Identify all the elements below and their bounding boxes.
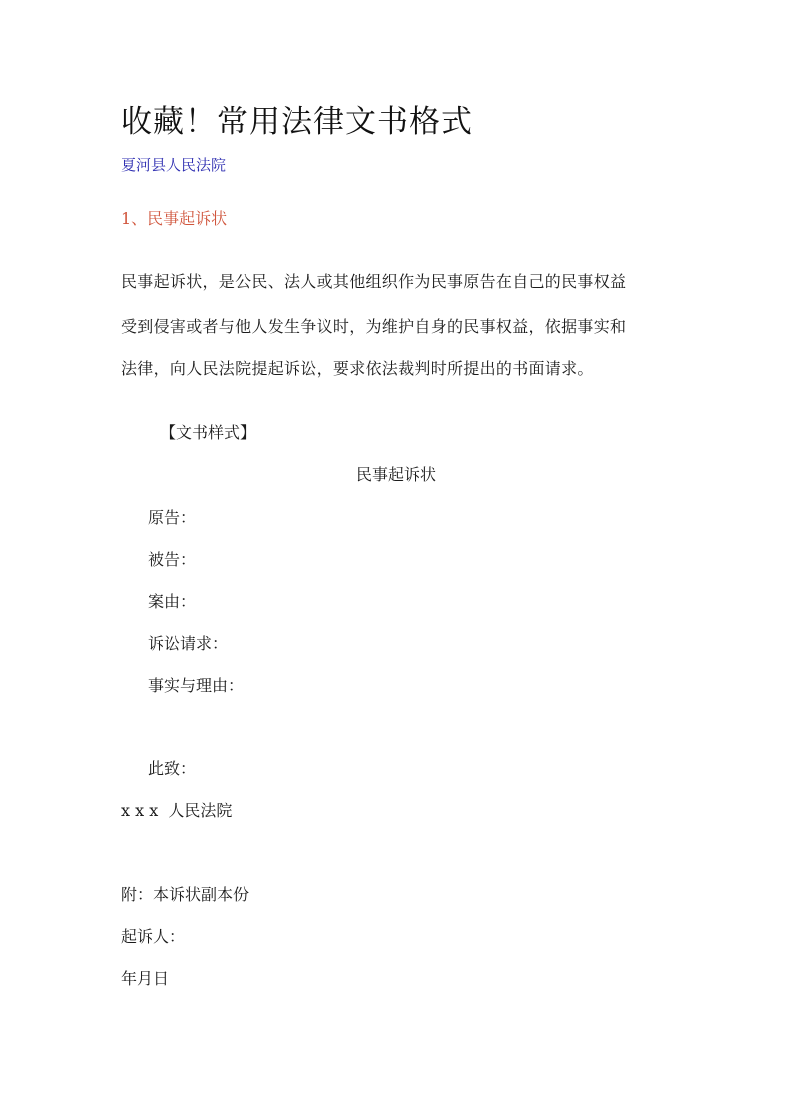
court-name: x x x 人民法院 bbox=[121, 801, 233, 820]
section-heading: 1、民事起诉状 bbox=[121, 209, 228, 228]
attachment-note: 附：本诉状副本份 bbox=[121, 885, 250, 904]
intro-line-1: 民事起诉状，是公民、法人或其他组织作为民事原告在自己的民事权益 bbox=[121, 272, 627, 291]
template-label: 【文书样式】 bbox=[160, 423, 257, 442]
intro-line-3: 法律，向人民法院提起诉讼，要求依法裁判时所提出的书面请求。 bbox=[121, 359, 594, 378]
field-facts: 事实与理由： bbox=[148, 676, 245, 695]
page-title: 收藏！常用法律文书格式 bbox=[121, 104, 473, 140]
field-cause: 案由： bbox=[148, 592, 197, 611]
doc-title: 民事起诉状 bbox=[356, 465, 437, 484]
date-label: 年月日 bbox=[121, 969, 170, 988]
intro-line-2: 受到侵害或者与他人发生争议时，为维护自身的民事权益，依据事实和 bbox=[121, 317, 627, 336]
salutation: 此致： bbox=[148, 759, 197, 778]
field-claims: 诉讼请求： bbox=[148, 634, 229, 653]
filer-label: 起诉人： bbox=[121, 927, 186, 946]
field-defendant: 被告： bbox=[148, 550, 197, 569]
author-link[interactable]: 夏河县人民法院 bbox=[121, 156, 227, 174]
field-plaintiff: 原告： bbox=[148, 508, 197, 527]
